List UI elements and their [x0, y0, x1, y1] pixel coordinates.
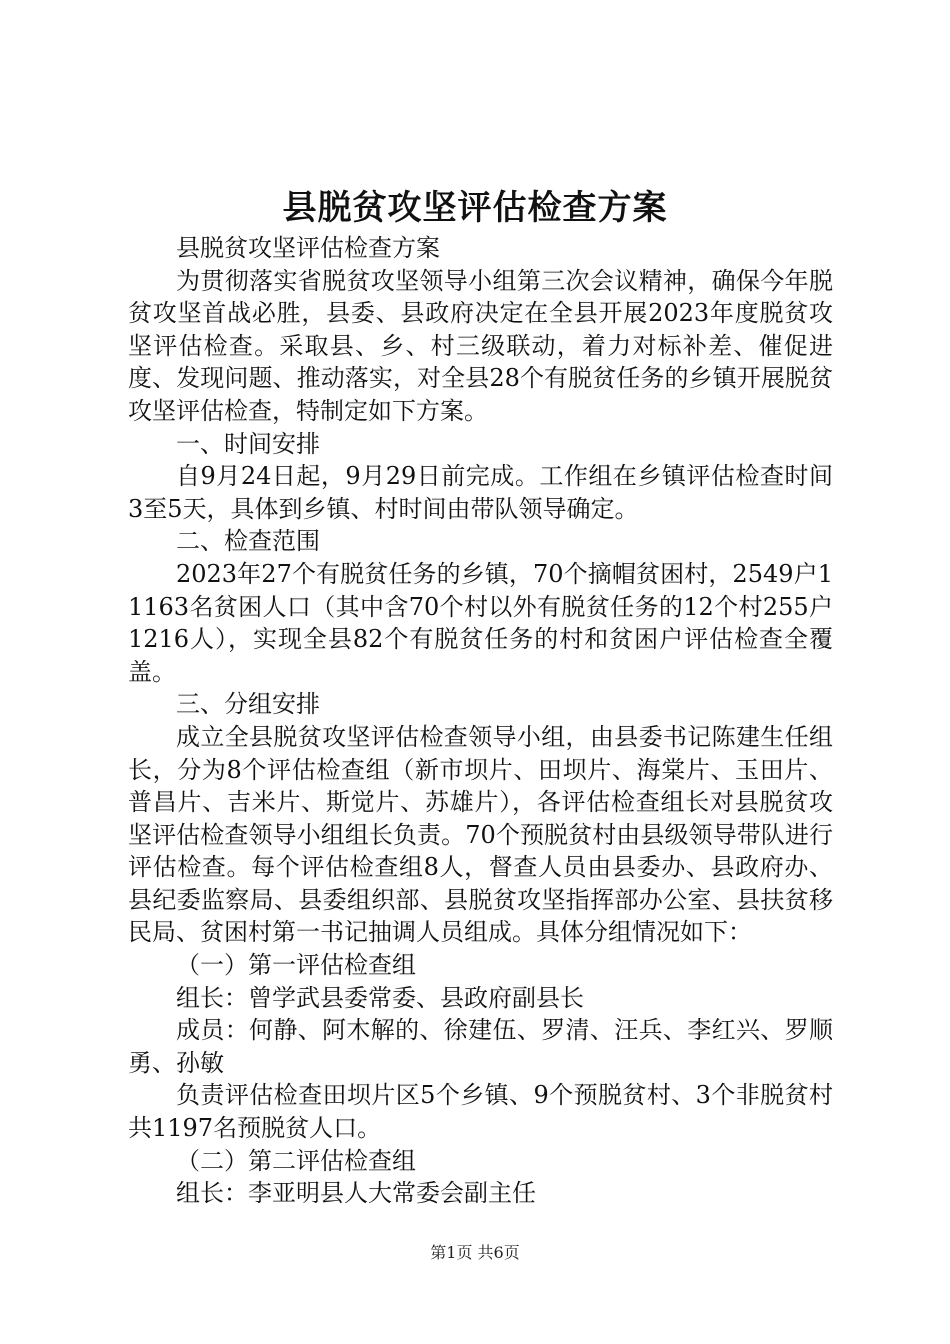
- scope-paragraph: 2023年27个有脱贫任务的乡镇，70个摘帽贫困村，2549户11163名贫困人口（其中含70个村以外有脱贫任务的12个村255户1216人），实现全县82个有脱贫任务的村和贫困户评估检查全覆盖。: [128, 559, 833, 686]
- section-heading-groups: 三、分组安排: [176, 690, 320, 719]
- schedule-paragraph: 自9月24日起，9月29日前完成。工作组在乡镇评估检查时间3至5天，具体到乡镇、村时间由带队领导确定。: [128, 462, 833, 523]
- group-two-heading: （二）第二评估检查组: [176, 1146, 416, 1175]
- document-body: [128, 232, 833, 1210]
- page-number-footer: 第1页 共6页: [430, 1243, 520, 1262]
- intro-paragraph: 为贯彻落实省脱贫攻坚领导小组第三次会议精神，确保今年脱贫攻坚首战必胜，县委、县政府决定在全县开展2023年度脱贫攻坚评估检查。采取县、乡、村三级联动，着力对标补差、催促进度、发现问题、推动落实，对全县28个有脱贫任务的乡镇开展脱贫攻坚评估检查，特制定如下方案。: [128, 266, 833, 425]
- group-one-leader: 组长：曾学武县委常委、县政府副县长: [176, 983, 584, 1012]
- section-heading-schedule: 一、时间安排: [176, 429, 320, 458]
- subtitle-paragraph: 县脱贫攻坚评估检查方案: [176, 234, 440, 262]
- section-heading-scope: 二、检查范围: [176, 527, 320, 556]
- groups-paragraph: 成立全县脱贫攻坚评估检查领导小组，由县委书记陈建生任组长，分为8个评估检查组（新市坝片、田坝片、海棠片、玉田片、普昌片、吉米片、斯觉片、苏雄片），各评估检查组长对县脱贫攻坚评估检查领导小组组长负责。70个预脱贫村由县级领导带队进行评估检查。每个评估检查组8人，督查人员由县委办、县政府办、县纪委监察局、县委组织部、县脱贫攻坚指挥部办公室、县扶贫移民局、贫困村第一书记抽调人员组成。具体分组情况如下：: [128, 722, 833, 947]
- group-one-members: 成员：何静、阿木解的、徐建伍、罗清、汪兵、李红兴、罗顺勇、孙敏: [128, 1016, 833, 1077]
- group-one-heading: （一）第一评估检查组: [176, 951, 416, 980]
- group-two-leader: 组长：李亚明县人大常委会副主任: [176, 1179, 536, 1208]
- document-title: 县脱贫攻坚评估检查方案: [282, 188, 668, 228]
- group-one-duty: 负责评估检查田坝片区5个乡镇、9个预脱贫村、3个非脱贫村共1197名预脱贫人口。: [128, 1081, 833, 1143]
